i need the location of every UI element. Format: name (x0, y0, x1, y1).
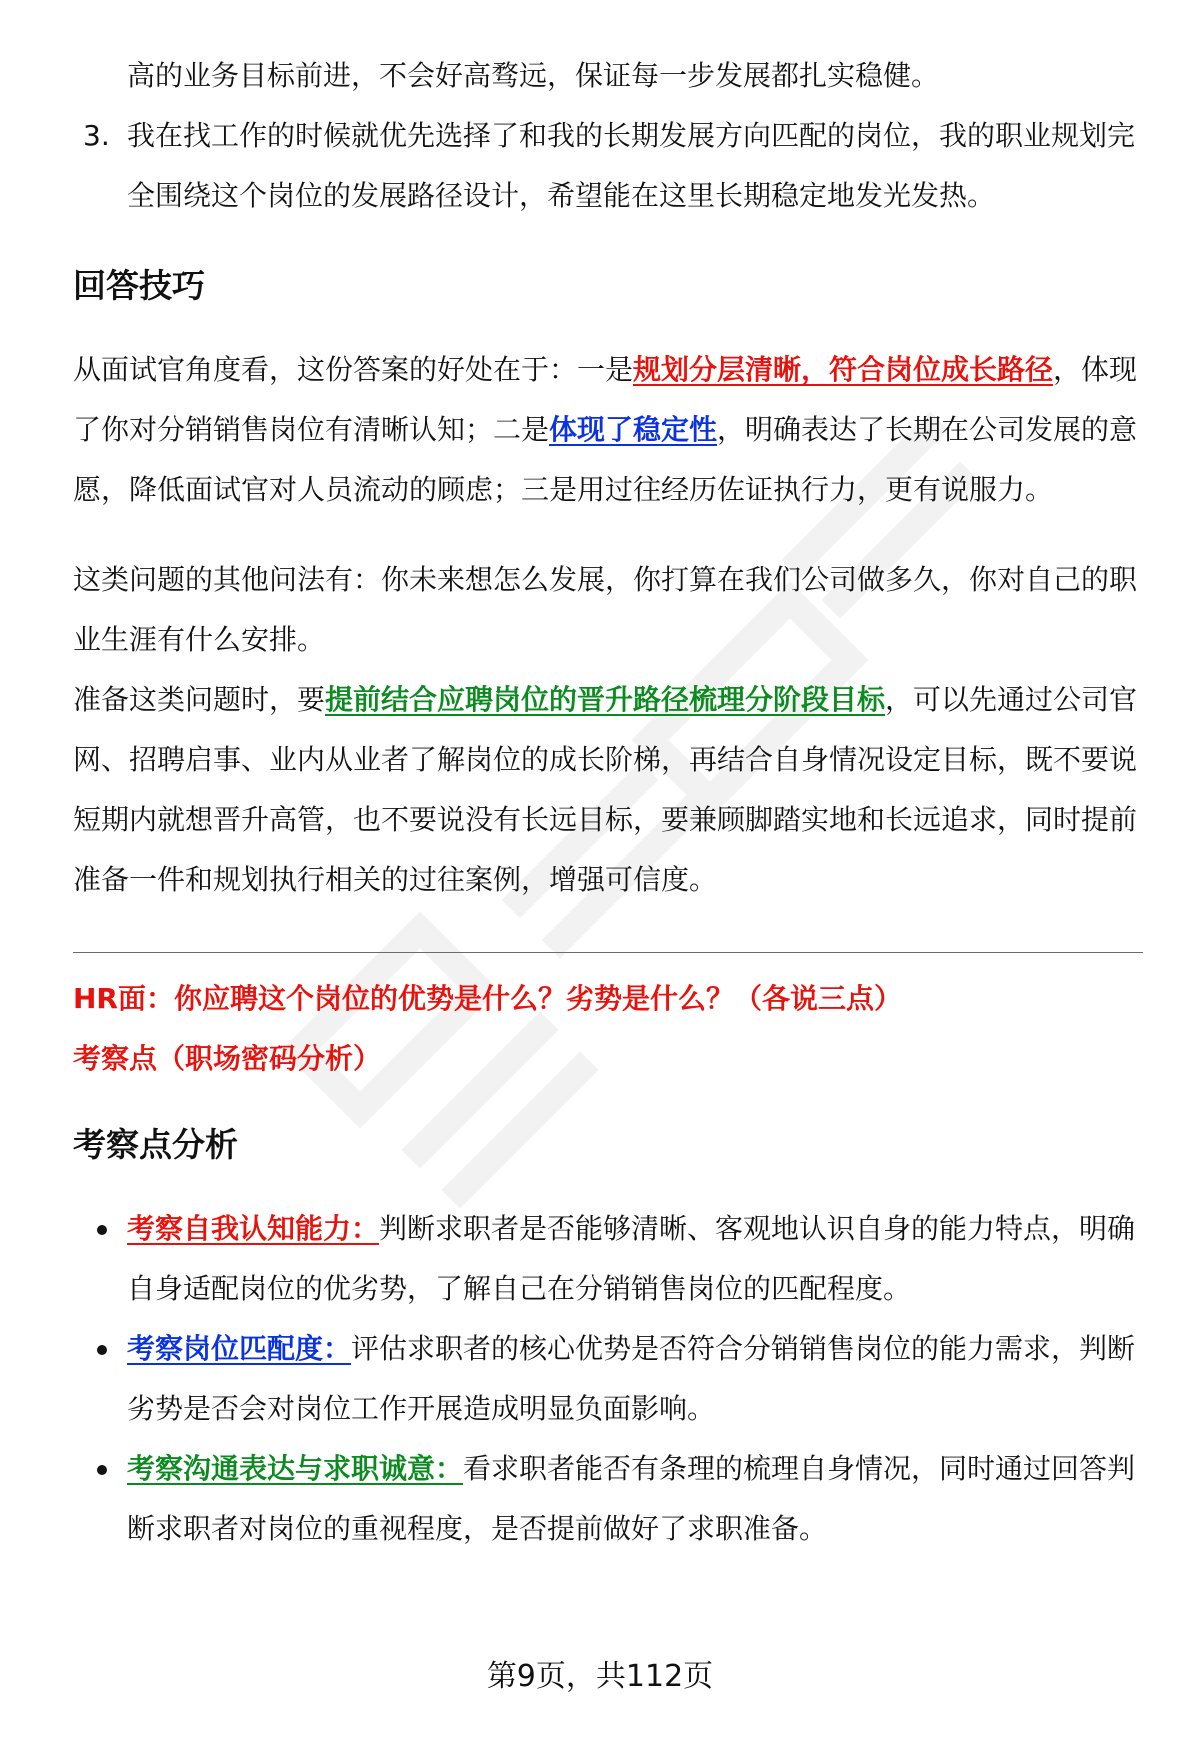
list-item-text: 高的业务目标前进，不会好高骛远，保证每一步发展都扎实稳健。 (127, 59, 940, 92)
page-footer: 第9页，共112页 (486, 1659, 714, 1694)
paragraph-other-questions: 这类问题的其他问法有：你未来想怎么发展，你打算在我们公司做多久，你对自己的职业生涯有什么安排。 (73, 563, 1138, 656)
analysis-item-text: 看求职者能否有条理的梳理自身情况，同时通过回答判断求职者对岗位的重视程度，是否提前做好了求职准备。 (127, 1452, 1136, 1545)
paragraph-answer-benefits: 从面试官角度看，这份答案的好处在于：一是规划分层清晰，符合岗位成长路径，体现了你对分销销售岗位有清晰认知；二是体现了稳定性，明确表达了长期在公司发展的意愿，降低面试官对人员流动的顾虑；三是用过往经历佐证执行力，更有说服力。 (73, 353, 1138, 506)
analysis-item (73, 1199, 1143, 1319)
bullet-dot-icon (97, 1345, 107, 1355)
highlight-blue: 体现了稳定性 (549, 413, 718, 446)
hr-question-subtitle: 考察点（职场密码分析） (73, 1042, 382, 1075)
analysis-item (73, 1319, 1143, 1439)
analysis-item (73, 1439, 1143, 1559)
paragraph-preparation: 准备这类问题时，要提前结合应聘岗位的晋升路径梳理分阶段目标，可以先通过公司官网、招聘启事、业内从业者了解岗位的成长阶梯，再结合自身情况设定目标，既不要说短期内就想晋升高管，也不要说没有长远目标，要兼顾脚踏实地和长远追求，同时提前准备一件和规划执行相关的过往案例，增强可信度。 (73, 683, 1138, 896)
list-item-continuation (73, 46, 1143, 106)
heading-analysis: 考察点分析 (73, 1125, 238, 1164)
analysis-item-label: 考察自我认知能力： (127, 1212, 380, 1245)
section-divider (73, 952, 1143, 953)
analysis-item-text: 判断求职者是否能够清晰、客观地认识自身的能力特点，明确自身适配岗位的优劣势，了解自己在分销销售岗位的匹配程度。 (127, 1212, 1136, 1305)
list-item-3 (73, 106, 1143, 226)
analysis-item-label: 考察岗位匹配度： (127, 1332, 352, 1365)
list-number: 3. (83, 119, 110, 152)
list-item-text: 我在找工作的时候就优先选择了和我的长期发展方向匹配的岗位，我的职业规划完全围绕这个岗位的发展路径设计，希望能在这里长期稳定地发光发热。 (127, 119, 1136, 212)
hr-question-title: HR面：你应聘这个岗位的优势是什么？劣势是什么？（各说三点） (73, 982, 902, 1015)
heading-answer-tips: 回答技巧 (73, 266, 205, 305)
analysis-item-label: 考察沟通表达与求职诚意： (127, 1452, 464, 1485)
analysis-item-text: 评估求职者的核心优势是否符合分销销售岗位的能力需求，判断劣势是否会对岗位工作开展造成明显负面影响。 (127, 1332, 1136, 1425)
bullet-dot-icon (97, 1225, 107, 1235)
highlight-green: 提前结合应聘岗位的晋升路径梳理分阶段目标 (325, 683, 886, 716)
highlight-red: 规划分层清晰，符合岗位成长路径 (633, 353, 1054, 386)
document-body (73, 0, 1143, 1559)
bullet-dot-icon (97, 1465, 107, 1475)
